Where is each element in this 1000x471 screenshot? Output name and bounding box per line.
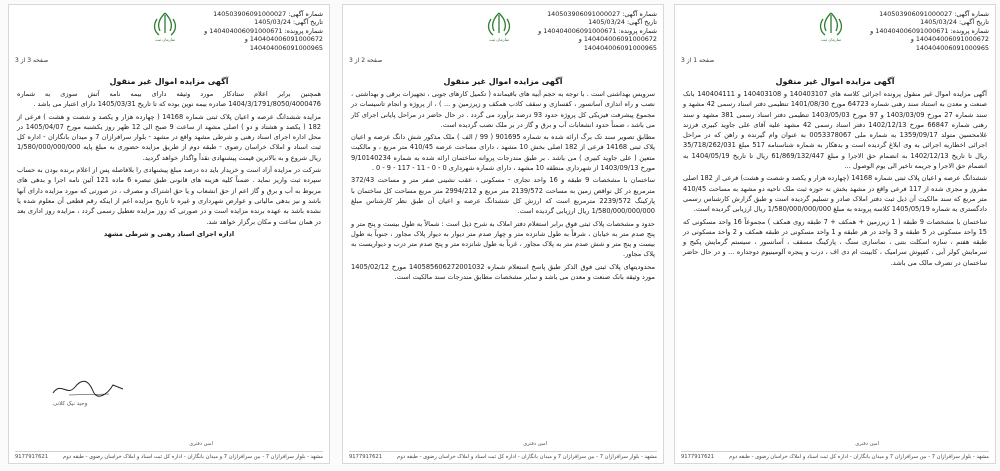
case-number-3: 140404006091000965 bbox=[583, 43, 657, 52]
notice-number: شماره آگهی: 140503906091000027 bbox=[547, 10, 657, 18]
footer-label: امین دفتری bbox=[855, 441, 879, 447]
signatory-name: وحید نیک کلانی bbox=[53, 401, 88, 407]
page-number: صفحه 3 از 3 bbox=[15, 57, 49, 64]
svg-text:سازمان ثبت: سازمان ثبت bbox=[488, 37, 510, 42]
notice-date: تاریخ آگهی: 1405/03/24 bbox=[588, 18, 657, 27]
notice-title: آگهی مزایده اموال غیر منقول bbox=[775, 77, 895, 86]
footer-phone: 9177917621 bbox=[15, 454, 49, 460]
iran-emblem-icon bbox=[135, 9, 195, 43]
page-3 bbox=[8, 4, 330, 464]
page-1 bbox=[674, 4, 996, 464]
paragraph: شرکت در مزایده آزاد است و خریدار باید ده درصد مبلغ پیشنهادی را بلافاصله پس از اعلام برنده بودن به حساب سپرده ثبت واریز نماید . ضمناً کلیه هزینه های قانونی طبق تبصره 6 ماده 121 آئین نامه اجرا و بدهی های مربوط به آب و برق و گاز اعم از حق انشعاب و یا حق اشتراک و مصرف ، در صورتی که مورد مزایده دارای آنها باشد و نیز بدهی مالیاتی و عوارض شهرداری و غیره تا تاریخ مزایده اعم از اینکه رقم قطعی آن معلوم شده یا نشده باشد به عهده برنده مزایده است و در صورتی که روز مزایده تعطیل رسمی گردد ، مزایده روز اداری بعد در همان ساعت و مکان برگزار خواهد شد. bbox=[17, 166, 321, 226]
case-number: شماره پرونده: 140404006091000671 و bbox=[538, 26, 657, 35]
paragraph: ساختمان با مشخصات 9 طبقه و 16 واحد تجاری - مسکونی ، عقب نشینی صفر متر و مساحت 372/43 مترمربع در کل نواقص زمین به مساحت 2139/572 متر مربع و 2994/212 متر مربع مساحت کل ساختمان با پارکینگ 2239/572 مترمربع است که ارزش کل ششدانگ عرصه و اعیان آن طبق نظر کارشناس مبلغ 1/580/000/000/000 ریال ارزیابی گردیده است. bbox=[351, 176, 656, 216]
notice-body bbox=[9, 89, 329, 239]
paragraph: ششدانگ عرصه و اعیان پلاک ثبتی شماره 14168 (چهارده هزار و یکصد و شصت و هشت) فرعی از 182 اصلی مفروز و مجزی شده از 117 فرعی واقع در مشهد بخش نه حوزه ثبت ملک ناحیه دو مشهد به مساحت 410/45 متر مربع که سند مالکیت آن ذیل ثبت دفتر املاک صادر و تسلیم گردیده است و طبق گزارش کارشناس رسمی دادگستری به شماره 1405/05/19 کلاسه پرونده به مبلغ 1/580/000/000/000 ریال ارزیابی گردیده است. bbox=[683, 174, 987, 214]
paragraph: محدودیتهای پلاک ثبتی فوق الذکر طبق پاسخ استعلام شماره 140585606272001032 مورخ 1405/02/12 مورد وثیقه بانک صنعت و معدن می باشد و سایر مشخصات مطابق مندرجات سند مالکیت است. bbox=[351, 262, 655, 282]
page-header bbox=[675, 5, 995, 75]
page-footer bbox=[681, 441, 989, 460]
page-header bbox=[9, 5, 329, 75]
footer-label: امین دفتری bbox=[523, 441, 547, 447]
case-number: شماره پرونده: 140404006091000671 و bbox=[870, 26, 989, 35]
notice-number: شماره آگهی: 140503906091000027 bbox=[879, 10, 989, 18]
notice-title: آگهی مزایده اموال غیر منقول bbox=[109, 77, 229, 86]
signature bbox=[49, 377, 129, 399]
notice-body bbox=[343, 89, 663, 282]
closing-line: اداره اجرای اسناد رهنی و شرطی مشهد bbox=[103, 229, 235, 238]
case-number-2: 140404006091000672 و bbox=[578, 35, 657, 44]
case-number-2: 140404006091000672 و bbox=[910, 35, 989, 44]
case-number-3: 140404006091000965 bbox=[915, 43, 989, 52]
notice-date: تاریخ آگهی: 1405/03/24 bbox=[254, 18, 323, 27]
case-number-2: 140404006091000672 و bbox=[244, 35, 323, 44]
paragraph: مطابق تصویر سند تک برگ ارائه شده به شماره 901695 ( 99 / الف ) ملک مذکور شش دانگ عرصه و اعیان پلاک ثبتی 14168 فرعی از 182 اصلی بخش 10 مشهد ، دارای مساحت عرصه 410/45 متر مربع ، و مالکیت متعین ( علی جاوید کبیری ) می باشد . بر طبق مندرجات پروانه ساختمان ارائه شده به شماره 9/10140234 مورخ 1403/09/13 از شهرداری منطقه 10 مشهد ، دارای شماره شهرداری 0 - 0 - 11 - 117 - 9 - 0 . bbox=[351, 133, 655, 173]
paragraph: همچنین برابر اعلام ستادکار مورد وثیقه دارای بیمه نامه آتش سوزی به شماره 1404/3/1791/8050/4000476 صادره بیمه نوین بوده که تا تاریخ 1405/03/31 دارای اعتبار می باشد . bbox=[17, 90, 321, 109]
notice-number: شماره آگهی: 140503906091000027 bbox=[213, 10, 323, 18]
paragraph: حدود و مشخصات پلاک ثبتی فوق برابر استعلام دفتر املاک به شرح ذیل است : شمالاً به طول بیست و پنج متر و پنج صدم متر به خیابان ، شرقاً به طول شانزده متر و چهار صدم متر دیوار به دیوار پلاک مجاور ، جنوباً به طول بیست و پنج متر و شش صدم متر به پلاک مجاور ، غرباً به طول شانزده متر و پنج صدم متر درب و دیواریست به پلاک مجاور. bbox=[351, 219, 655, 259]
paragraph: ساختمان با مشخصات 9 طبقه ( 1 زیرزمین + همکف + 7 طبقه روی همکف ) مجموعاً 16 واحد مسکونی که 15 واحد مسکونی در 5 طبقه و 3 واحد در هر طبقه و 1 واحد مسکونی در طبقه همکف و 2 واحد مسکونی در طبقه هفتم ، سازه اسکلت بتنی ، نماسازی سنگ ، پارکینگ مسقف ، آسانسور ، سیستم گرمایش پکیج و سرمایش کولر آبی ، کفپوش سرامیک ، کابینت ام دی اف ، درب و پنجره آلومینیوم دوجداره ... و در حال حاضر ساختمان در تصرف مالک می باشد. bbox=[683, 217, 988, 267]
svg-text:سازمان ثبت: سازمان ثبت bbox=[154, 37, 176, 42]
iran-emblem-icon bbox=[469, 9, 529, 43]
paragraph: آگهی مزایده اموال غیر منقول پرونده اجرائی کلاسه های 140403107 و 140403108 و 140404111 بانک صنعت و معدن به استناد سند رهنی شماره 64723 مورخ 1401/08/30 تنظیمی دفتر اسناد رسمی 42 مشهد و سند شماره 27 مورخ 1403/03/09 و 97 مورخ 1403/05/03 تنظیمی دفتر اسناد رسمی 381 مشهد و سند رهنی شماره 66847 مورخ 1402/12/13 دفتر اسناد رسمی 42 مشهد علیه آقای علی جاوید کبیری فرزند غلامحسین متولد 1359/09/17 به شماره ملی 0053378067 به عنوان وام گیرنده و راهن که در مراحل اجرائی اخطاریه اجرائی به وی ابلاغ گردیده است و بدهکار به شماره شناسنامه 517 مبلغ 35/718/262/031 ریال تا تاریخ 1402/12/13 به انضمام حق الاجرا و مبلغ 61/869/132/447 ریال تا تاریخ 1404/05/19 به انضمام حق الاجرا و جریمه تاخیر الی یوم الوصول ... bbox=[683, 90, 988, 171]
paragraph: سرویس بهداشتی است . با توجه به حجم آبیه های باقیمانده ( تکمیل کارهای جوبی ، تجهیزات برقی و بهداشتی ، نصب و راه اندازی آسانسور ، کفسازی و سقف کاذب همکف و زیرزمین و ... ) ، از پروژه و انجام تاسیسات در مجموع پیشرفت فیزیکی کل پروژه حدود 93 درصد برآورد می گردد . در حال حاضر در مراحل پایانی اجرای کار می باشد ، ضمناً حدود انشعابات آب و برق و گاز در بر ملک نصب گردیده است. bbox=[351, 90, 656, 129]
footer-phone: 9177917621 bbox=[349, 454, 383, 460]
page-footer bbox=[349, 441, 657, 460]
footer-label: امین دفتری bbox=[189, 441, 213, 447]
footer-phone: 9177917621 bbox=[681, 454, 715, 460]
svg-text:سازمان ثبت: سازمان ثبت bbox=[820, 37, 842, 42]
page-header bbox=[343, 5, 663, 75]
notice-title: آگهی مزایده اموال غیر منقول bbox=[443, 77, 563, 86]
notice-date: تاریخ آگهی: 1405/03/24 bbox=[920, 18, 989, 27]
case-number: شماره پرونده: 140404006091000671 و bbox=[204, 26, 323, 35]
footer-address: مشهد - بلوار سرافرازان 7 - بین سرافرازان 7 و میدان بانگاران - اداره کل ثبت اسناد و املاک خراسان رضوی - طبقه دوم bbox=[63, 454, 323, 460]
iran-emblem-icon bbox=[801, 9, 861, 43]
page-number: صفحه 1 از 3 bbox=[681, 57, 715, 64]
case-number-3: 140404006091000965 bbox=[249, 43, 323, 52]
page-2 bbox=[342, 4, 664, 464]
notice-body bbox=[675, 89, 995, 268]
page-footer bbox=[15, 441, 323, 460]
footer-address: مشهد - بلوار سرافرازان 7 - بین سرافرازان 7 و میدان بانگاران - اداره کل ثبت اسناد و املاک خراسان رضوی - طبقه دوم bbox=[729, 454, 989, 460]
page-number: صفحه 2 از 3 bbox=[349, 57, 383, 64]
paragraph: مزایده ششدانگ عرصه و اعیان پلاک ثبتی شماره 14168 ( چهارده هزار و یکصد و شصت و هشت ) فرعی از 182 ( یکصد و هشتاد و دو ) اصلی مشهد از ساعت 9 صبح الی 12 ظهر روز یکشنبه مورخ 1405/04/07 در محل اداره اجرای اسناد رهنی و شرطی مشهد واقع در مشهد - بلوار سرافرازان 7 و میدان بانگاران - اداره کل ثبت اسناد و املاک خراسان رضوی - طبقه دوم از طریق مزایده حضوری به مبلغ پایه 1/580/000/000/000 ریال شروع و به بالاترین قیمت پیشنهادی نقداً واگذار خواهد گردید. bbox=[17, 112, 322, 162]
footer-address: مشهد - بلوار سرافرازان 7 - بین سرافرازان 7 و میدان بانگاران - اداره کل ثبت اسناد و املاک خراسان رضوی - طبقه دوم bbox=[397, 454, 657, 460]
